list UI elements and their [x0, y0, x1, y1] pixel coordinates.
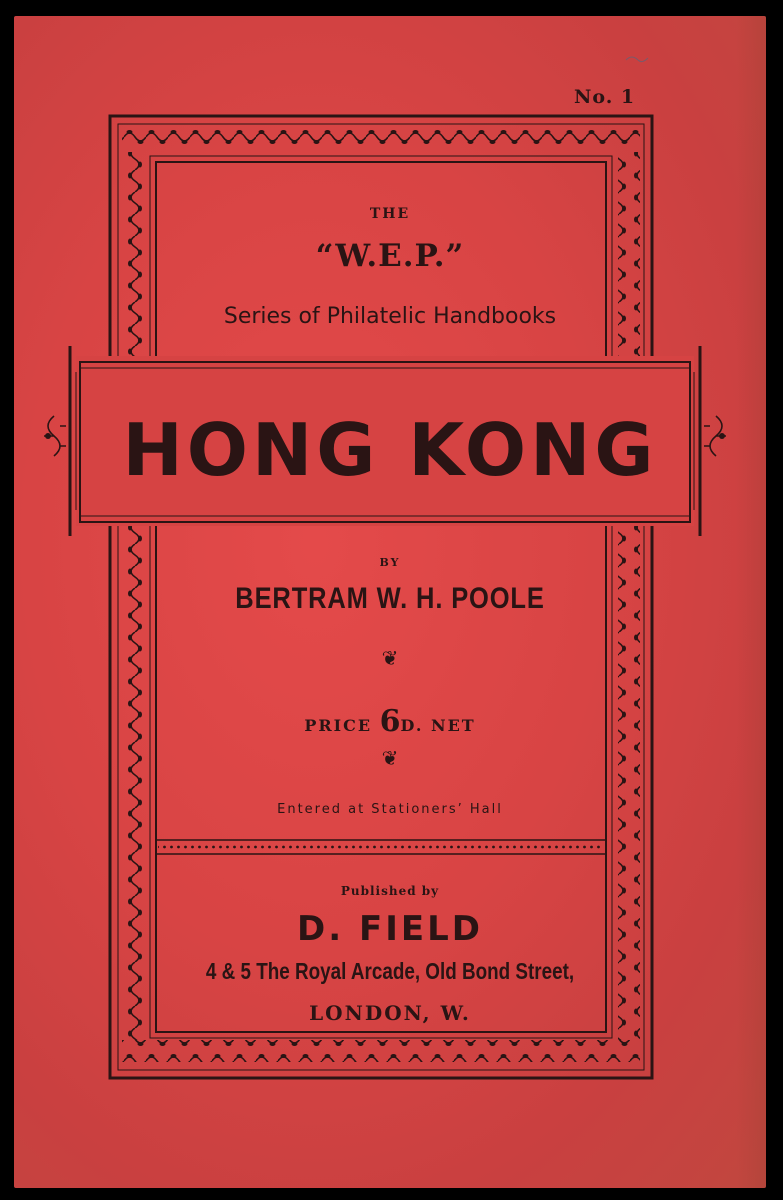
publisher-address: 4 & 5 The Royal Arcade, Old Bond Street, — [205, 958, 575, 984]
fleuron-ornament-bottom: ❦ — [381, 746, 399, 770]
author-name: BERTRAM W. H. POOLE — [235, 582, 545, 615]
book-title: HONG KONG — [122, 408, 658, 492]
series-subtitle: Series of Philatelic Handbooks — [223, 304, 557, 329]
fleuron-ornament-top: ❦ — [381, 646, 399, 670]
publisher-city: LONDON, W. — [309, 1001, 471, 1025]
published-by-label: Published by — [340, 884, 440, 898]
price-value: 6 — [379, 704, 401, 739]
issue-number: No. 1 — [574, 86, 636, 108]
price-line — [14, 704, 766, 739]
price-suffix: D. NET — [400, 716, 476, 735]
series-prefix: THE — [369, 206, 411, 222]
by-label: BY — [379, 556, 401, 569]
series-name: “W.E.P.” — [315, 238, 465, 274]
book-cover — [14, 16, 766, 1188]
entered-note: Entered at Stationers’ Hall — [277, 802, 503, 817]
price-prefix: PRICE — [304, 716, 373, 735]
publisher-name: D. FIELD — [297, 909, 483, 949]
